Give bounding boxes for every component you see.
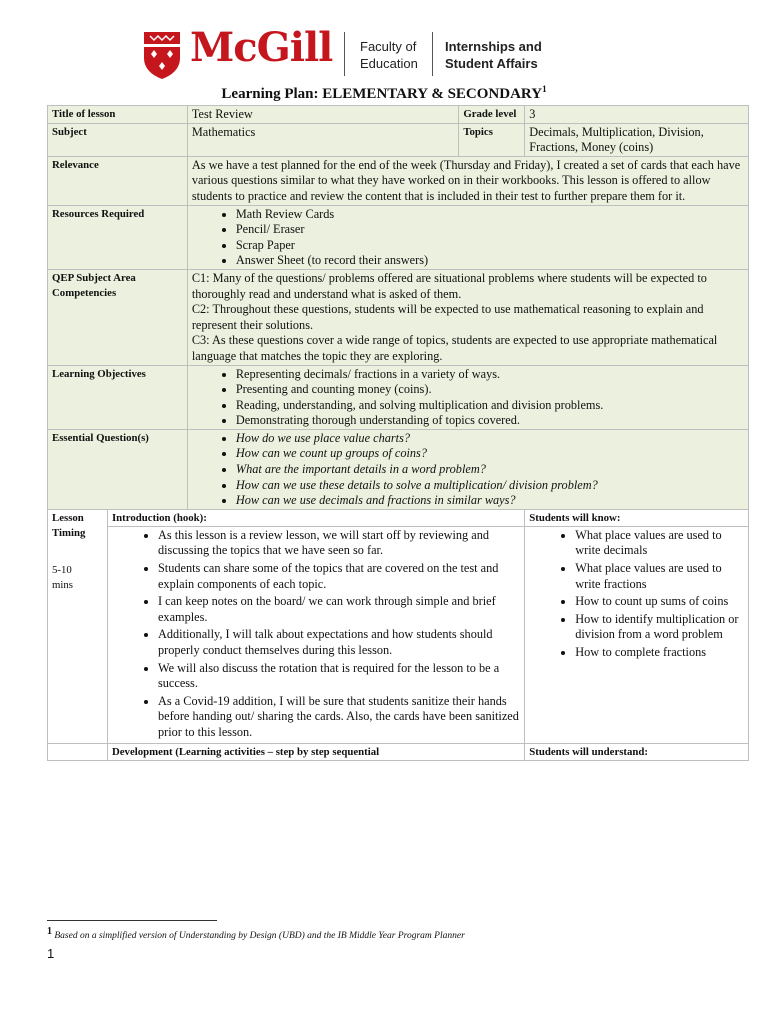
- objectives-label: Learning Objectives: [48, 365, 188, 429]
- list-item: • How can we use these details to solve a multiplication/ division problem?: [236, 478, 744, 494]
- row-subject: [48, 123, 749, 156]
- introduction-heading: Introduction (hook):: [111, 511, 207, 524]
- qep-label: QEP Subject Area Competencies: [48, 269, 188, 365]
- faculty-name: Faculty of Education: [360, 39, 418, 71]
- page-number: 1: [47, 946, 55, 961]
- title-label: Title of lesson: [48, 106, 188, 124]
- list-item: • Math Review Cards: [236, 207, 744, 223]
- competency-c3: C3: As these questions cover a wide range of topics, students are expected to use appropriate mathematical language that matches the topic they are exploring.: [191, 333, 718, 363]
- subject-label: Subject: [48, 123, 188, 156]
- header-divider: [432, 32, 433, 76]
- list-item: • How to count up sums of coins: [575, 594, 744, 610]
- row-objectives: [48, 365, 749, 429]
- list-item: • Answer Sheet (to record their answers): [236, 253, 744, 269]
- row-introduction-body: [48, 526, 749, 743]
- list-item: • What place values are used to write fractions: [575, 561, 744, 592]
- row-resources: [48, 205, 749, 269]
- timing-cell: Lesson Timing 5-10 mins: [48, 509, 108, 743]
- row-essential: [48, 429, 749, 509]
- list-item: • What place values are used to write decimals: [575, 528, 744, 559]
- relevance-value: As we have a test planned for the end of the week (Thursday and Friday), I created a set of cards that each have various questions similar to what they have worked on in their workbooks. This lesson is offered to allow students to practice and review the content that is included in their test to further prepare them for it.: [187, 156, 748, 205]
- development-heading: Development (Learning activities – step by step sequential: [107, 743, 524, 760]
- students-know-list: [529, 528, 744, 661]
- grade-value: 3: [525, 106, 749, 124]
- relevance-label: Relevance: [48, 156, 188, 205]
- row-introduction: [48, 509, 749, 526]
- topics-value: Decimals, Multiplication, Division, Fractions, Money (coins): [525, 123, 749, 156]
- footnote: $^1$ Based on a simplified version of Understanding by Design (UBD) and the IB Middle Year Program Planner: [47, 926, 465, 942]
- page-header: [0, 0, 768, 84]
- row-relevance: [48, 156, 749, 205]
- list-item: • As this lesson is a review lesson, we will start off by reviewing and discussing the topics that we have seen so far.: [158, 528, 520, 559]
- resources-list: [192, 207, 744, 269]
- list-item: • How can we count up groups of coins?: [236, 446, 744, 462]
- document-title: Learning Plan: ELEMENTARY & SECONDARY$^1$: [221, 84, 547, 102]
- unit-name: Internships and Student Affairs: [445, 39, 542, 71]
- grade-label: Grade level: [459, 106, 525, 124]
- timing-unit: mins: [52, 578, 73, 591]
- list-item: • What are the important details in a word problem?: [236, 462, 744, 478]
- competency-c1: C1: Many of the questions/ problems offered are situational problems where students will be expected to thoroughly read and understand what is asked of them.: [191, 270, 707, 301]
- list-item: • Pencil/ Eraser: [236, 222, 744, 238]
- footnote-ref: 1: [542, 84, 547, 94]
- students-understand-heading: Students will understand:: [525, 743, 749, 760]
- list-item: • How can we use decimals and fractions in similar ways?: [236, 493, 744, 509]
- resources-label: Resources Required: [48, 205, 188, 269]
- list-item: • Students can share some of the topics that are covered on the test and explain components of each topic.: [158, 561, 520, 592]
- list-item: • I can keep notes on the board/ we can work through simple and brief examples.: [158, 594, 520, 625]
- list-item: • Reading, understanding, and solving multiplication and division problems.: [236, 398, 744, 414]
- list-item: • Additionally, I will talk about expectations and how students should properly conduct themselves during this lesson.: [158, 627, 520, 658]
- list-item: • How do we use place value charts?: [236, 431, 744, 447]
- timing-value: 5-10: [52, 563, 72, 576]
- list-item: • Representing decimals/ fractions in a variety of ways.: [236, 367, 744, 383]
- row-development: [48, 743, 749, 760]
- topics-label: Topics: [459, 123, 525, 156]
- list-item: • We will also discuss the rotation that is required for the lesson to be a success.: [158, 661, 520, 692]
- header-divider: [344, 32, 345, 76]
- list-item: • Demonstrating thorough understanding of topics covered.: [236, 413, 744, 429]
- list-item: • As a Covid-19 addition, I will be sure that students sanitize their hands before handing out/ sharing the cards. Also, the cards have been sanitized prior to this lesson.: [158, 694, 520, 741]
- objectives-list: [192, 367, 744, 429]
- list-item: • Presenting and counting money (coins).: [236, 382, 744, 398]
- students-know-heading: Students will know:: [529, 511, 621, 524]
- list-item: • How to identify multiplication or division from a word problem: [575, 612, 744, 643]
- list-item: • How to complete fractions: [575, 645, 744, 661]
- footnote-divider: [47, 920, 217, 921]
- title-value: Test Review: [187, 106, 458, 124]
- list-item: • Scrap Paper: [236, 238, 744, 254]
- row-qep: [48, 269, 749, 365]
- row-title: [48, 106, 749, 124]
- mcgill-crest-icon: [142, 30, 182, 80]
- essential-label: Essential Question(s): [48, 429, 188, 509]
- competency-c2: C2: Throughout these questions, students will be expected to use mathematical reasoning to explain and represent their solutions.: [191, 302, 704, 332]
- learning-plan-table: [47, 105, 749, 761]
- mcgill-logo: McGill: [190, 24, 333, 71]
- essential-list: [192, 431, 744, 509]
- subject-value: Mathematics: [187, 123, 458, 156]
- introduction-list: [112, 528, 520, 741]
